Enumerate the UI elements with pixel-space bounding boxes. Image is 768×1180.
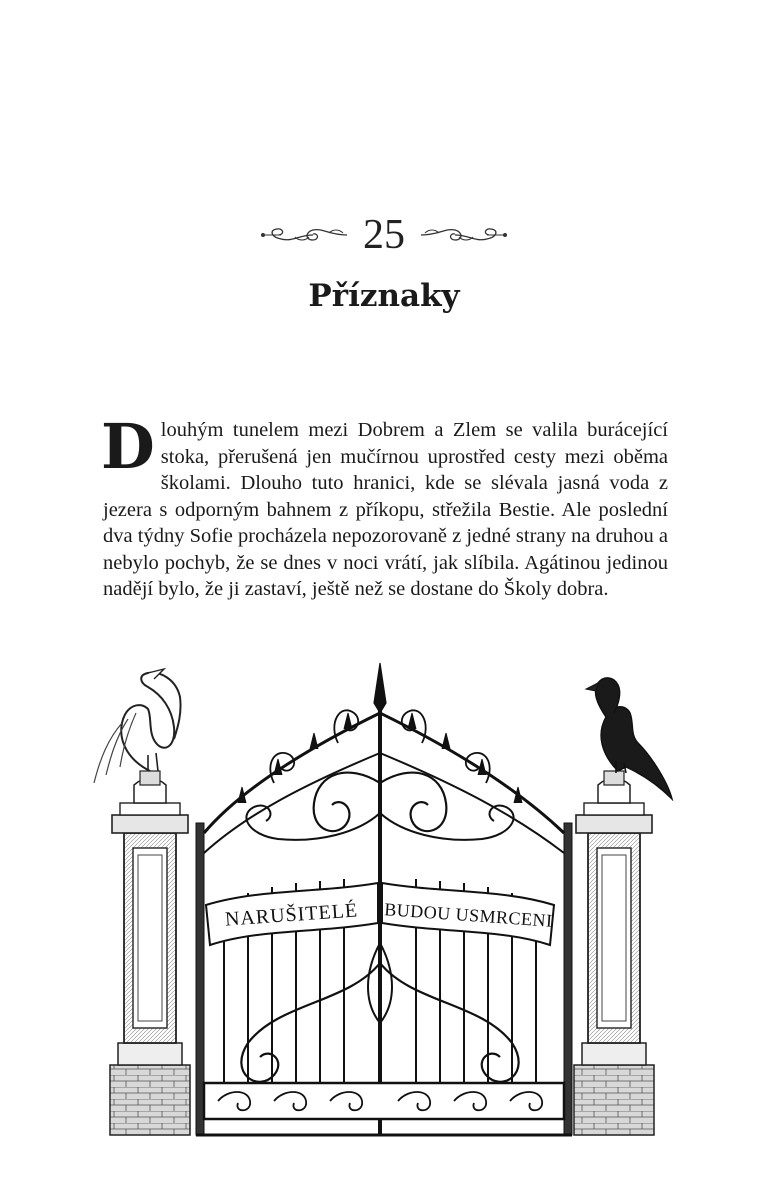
right-pillar (574, 771, 654, 1135)
chapter-number: 25 (363, 212, 405, 258)
paragraph-text: louhým tunelem mezi Dobrem a Zlem se valila burácející stoka, přerušená jen mučírnou uprostřed cesty mezi oběma školami. Dlouho tuto hranici, kde se slévala jasná voda z jezera s odporným bahnem z příkopu, střežila Bestie. Ale poslední dva týdny Sofie procházela nepozorovaně z jedné strany na druhou a nebylo pochyb, že se dnes v noci vrátí, jak slíbila. Agátinou jedinou nadějí bylo, že ji zastaví, ještě než se dostane do Školy dobra. (103, 419, 668, 600)
black-swan (586, 678, 672, 799)
chapter-number-row (0, 210, 768, 260)
chapter-body-text (101, 410, 668, 603)
chapter-title: Příznaky (308, 278, 460, 314)
white-swan (94, 669, 181, 783)
drop-cap: D (101, 410, 155, 483)
left-pillar (110, 771, 190, 1135)
school-gate-illustration (78, 643, 690, 1148)
banner-left-text: NARUŠITELÉ (224, 899, 359, 931)
left-flourish-ornament (259, 224, 351, 246)
chapter-heading (0, 210, 768, 314)
banner-right-text: BUDOU USMRCENI (383, 899, 554, 931)
right-flourish-ornament (417, 224, 509, 246)
